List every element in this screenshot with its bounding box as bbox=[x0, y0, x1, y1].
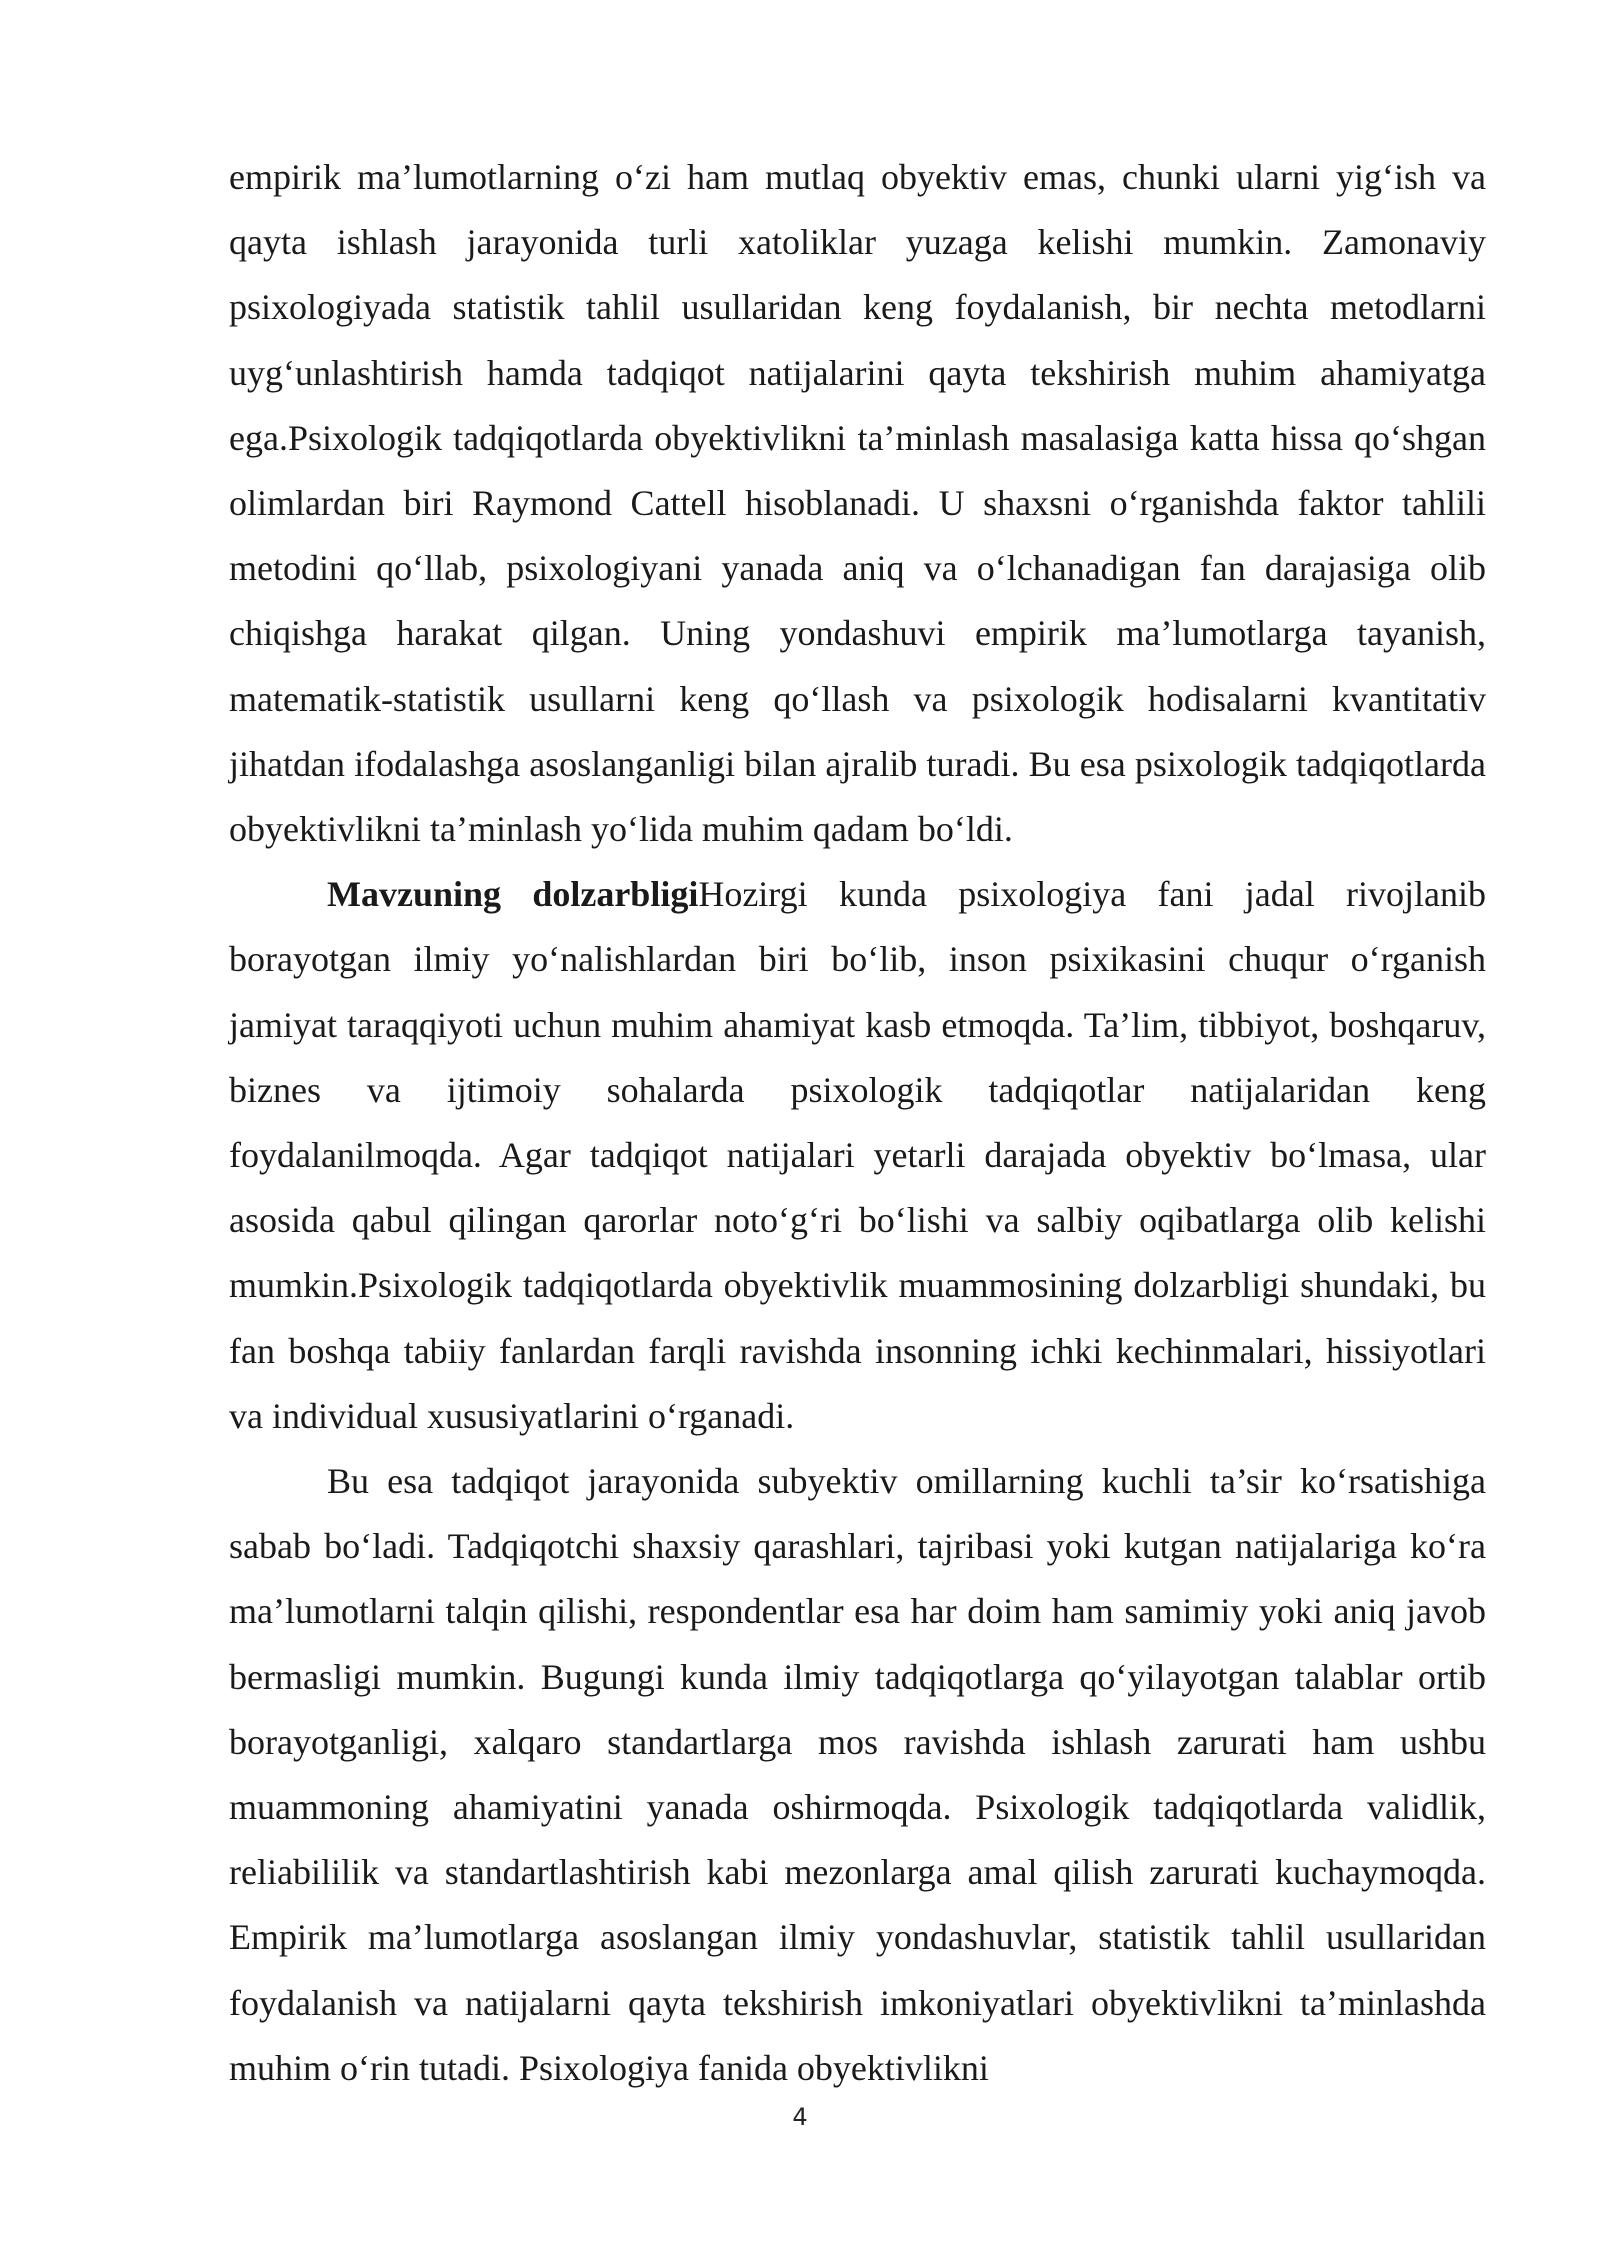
section-heading-dolzarbligi: Mavzuning dolzarbligi bbox=[327, 874, 699, 915]
paragraph-1-text: empirik ma’lumotlarning o‘zi ham mutlaq obyektiv emas, chunki ularni yig‘ish va qayta ishlash jarayonida turli xatoliklar yuzaga kelishi mumkin. Zamonaviy psixologiyada statistik tahlil usullaridan keng foydalanish, bir nechta metodlarni uyg‘unlashtirish hamda tadqiqot natijalarini qayta tekshirish muhim ahamiyatga ega.Psixologik tadqiqotlarda obyektivlikni ta’minlash masalasiga katta hissa qo‘shgan olimlardan biri Raymond Cattell hisoblanadi. U shaxsni o‘rganishda faktor tahlili metodini qo‘llab, psixologiyani yanada aniq va o‘lchanadigan fan darajasiga olib chiqishga harakat qilgan. Uning yondashuvi empirik ma’lumotlarga tayanish, matematik-statistik usullarni keng qo‘llash va psixologik hodisalarni kvantitativ jihatdan ifodalashga asoslanganligi bilan ajralib turadi. Bu esa psixologik tadqiqotlarda obyektivlikni ta’minlash yo‘lida muhim qadam bo‘ldi. bbox=[229, 157, 1486, 850]
paragraph-2 bbox=[229, 862, 1486, 1449]
body-text bbox=[229, 145, 1486, 2101]
paragraph-3 bbox=[229, 1449, 1486, 2101]
paragraph-3-text: Bu esa tadqiqot jarayonida subyektiv omillarning kuchli ta’sir ko‘rsatishiga sabab bo‘ladi. Tadqiqotchi shaxsiy qarashlari, tajribasi yoki kutgan natijalariga ko‘ra ma’lumotlarni talqin qilishi, respondentlar esa har doim ham samimiy yoki aniq javob bermasligi mumkin. Bugungi kunda ilmiy tadqiqotlarga qo‘yilayotgan talablar ortib borayotganligi, xalqaro standartlarga mos ravishda ishlash zarurati ham ushbu muammoning ahamiyatini yanada oshirmoqda. Psixologik tadqiqotlarda validlik, reliabililik va standartlashtirish kabi mezonlarga amal qilish zarurati kuchaymoqda. Empirik ma’lumotlarga asoslangan ilmiy yondashuvlar, statistik tahlil usullaridan foydalanish va natijalarni qayta tekshirish imkoniyatlari obyektivlikni ta’minlashda muhim o‘rin tutadi. Psixologiya fanida obyektivlikni bbox=[229, 1461, 1486, 2088]
paragraph-2-text: Hozirgi kunda psixologiya fani jadal rivojlanib borayotgan ilmiy yo‘nalishlardan biri bo‘lib, inson psixikasini chuqur o‘rganish jamiyat taraqqiyoti uchun muhim ahamiyat kasb etmoqda. Ta’lim, tibbiyot, boshqaruv, biznes va ijtimoiy sohalarda psixologik tadqiqotlar natijalaridan keng foydalanilmoqda. Agar tadqiqot natijalari yetarli darajada obyektiv bo‘lmasa, ular asosida qabul qilingan qarorlar noto‘g‘ri bo‘lishi va salbiy oqibatlarga olib kelishi mumkin.Psixologik tadqiqotlarda obyektivlik muammosining dolzarbligi shundaki, bu fan boshqa tabiiy fanlardan farqli ravishda insonning ichki kechinmalari, hissiyotlari va individual xususiyatlarini o‘rganadi. bbox=[229, 874, 1486, 1436]
paragraph-1 bbox=[229, 145, 1486, 862]
page-number: 4 bbox=[792, 2103, 808, 2131]
